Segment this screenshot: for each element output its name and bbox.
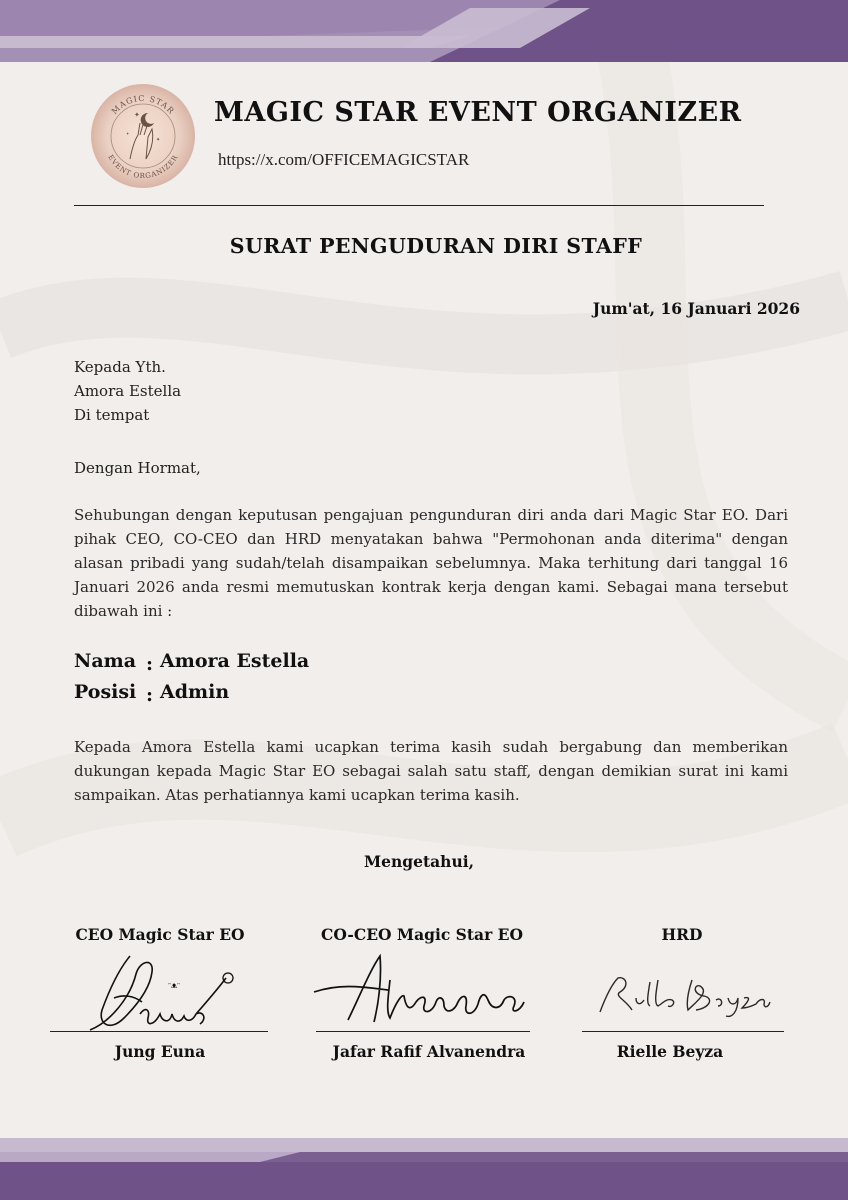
svg-text:ᵔᴥᵔ: ᵔᴥᵔ bbox=[168, 981, 181, 990]
svg-text:✦: ✦ bbox=[126, 131, 130, 136]
svg-text:EVENT ORGANIZER: EVENT ORGANIZER bbox=[106, 153, 180, 181]
detail-position-value: Admin bbox=[160, 681, 230, 703]
acknowledged-label: Mengetahui, bbox=[363, 852, 474, 871]
svg-text:✦: ✦ bbox=[134, 111, 140, 119]
svg-text:✦: ✦ bbox=[156, 137, 161, 143]
recipient-line: Di tempat bbox=[74, 406, 150, 424]
signatory-role-co-ceo: CO-CEO Magic Star EO bbox=[321, 925, 523, 944]
detail-name-row bbox=[74, 650, 310, 675]
company-url[interactable]: https://x.com/OFFICEMAGICSTAR bbox=[218, 150, 470, 169]
signatory-name-ceo: Jung Euna bbox=[114, 1042, 206, 1061]
signatory-name-hrd: Rielle Beyza bbox=[616, 1042, 724, 1061]
recipient-line: Kepada Yth. bbox=[74, 358, 166, 376]
footer-decorative-band bbox=[0, 1138, 848, 1200]
recipient-line: Amora Estella bbox=[74, 382, 182, 400]
company-name: MAGIC STAR EVENT ORGANIZER bbox=[214, 97, 742, 128]
header-decorative-band bbox=[0, 0, 848, 62]
signatory-role-ceo: CEO Magic Star EO bbox=[75, 925, 245, 944]
signature-hrd bbox=[596, 972, 772, 1018]
signature-co-ceo bbox=[308, 950, 528, 1030]
signature-line bbox=[316, 1031, 530, 1032]
signatory-role-hrd: HRD bbox=[661, 925, 703, 944]
body-paragraph-1: Sehubungan dengan keputusan pengajuan pengunduran diri anda dari Magic Star EO. Dari pihak CEO, CO-CEO dan HRD menyatakan bahwa "Permohonan anda diterima" dengan alasan pribadi yang sudah/telah disampaikan sebelumnya. Maka terhitung dari tanggal 16 Januari 2026 anda resmi memutuskan kontrak kerja dengan kami. Sebagai mana tersebut dibawah ini : bbox=[74, 506, 788, 620]
detail-separator: : bbox=[146, 684, 154, 706]
body-paragraph-2: Kepada Amora Estella kami ucapkan terima kasih sudah bergabung dan memberikan dukungan kepada Magic Star EO sebagai salah satu staff, dengan demikian surat ini kami sampaikan. Atas perhatiannya kami ucapkan terima kasih. bbox=[74, 738, 788, 804]
signature-ceo bbox=[80, 948, 250, 1040]
signature-line bbox=[582, 1031, 784, 1032]
letter-date: Jum'at, 16 Januari 2026 bbox=[592, 299, 800, 318]
svg-text:MAGIC STAR: MAGIC STAR bbox=[109, 93, 177, 117]
header-divider bbox=[74, 205, 764, 206]
detail-position-label: Posisi bbox=[74, 681, 137, 703]
company-logo bbox=[90, 83, 196, 189]
letter-title: SURAT PENGUDURAN DIRI STAFF bbox=[229, 234, 643, 258]
detail-name-value: Amora Estella bbox=[160, 650, 310, 672]
greeting: Dengan Hormat, bbox=[74, 459, 201, 477]
signatory-name-co-ceo: Jafar Rafif Alvanendra bbox=[332, 1042, 526, 1061]
recipient-block bbox=[74, 355, 181, 427]
signature-line bbox=[50, 1031, 268, 1032]
detail-separator: : bbox=[146, 653, 154, 675]
detail-position-row bbox=[74, 681, 230, 706]
detail-name-label: Nama bbox=[74, 650, 137, 672]
